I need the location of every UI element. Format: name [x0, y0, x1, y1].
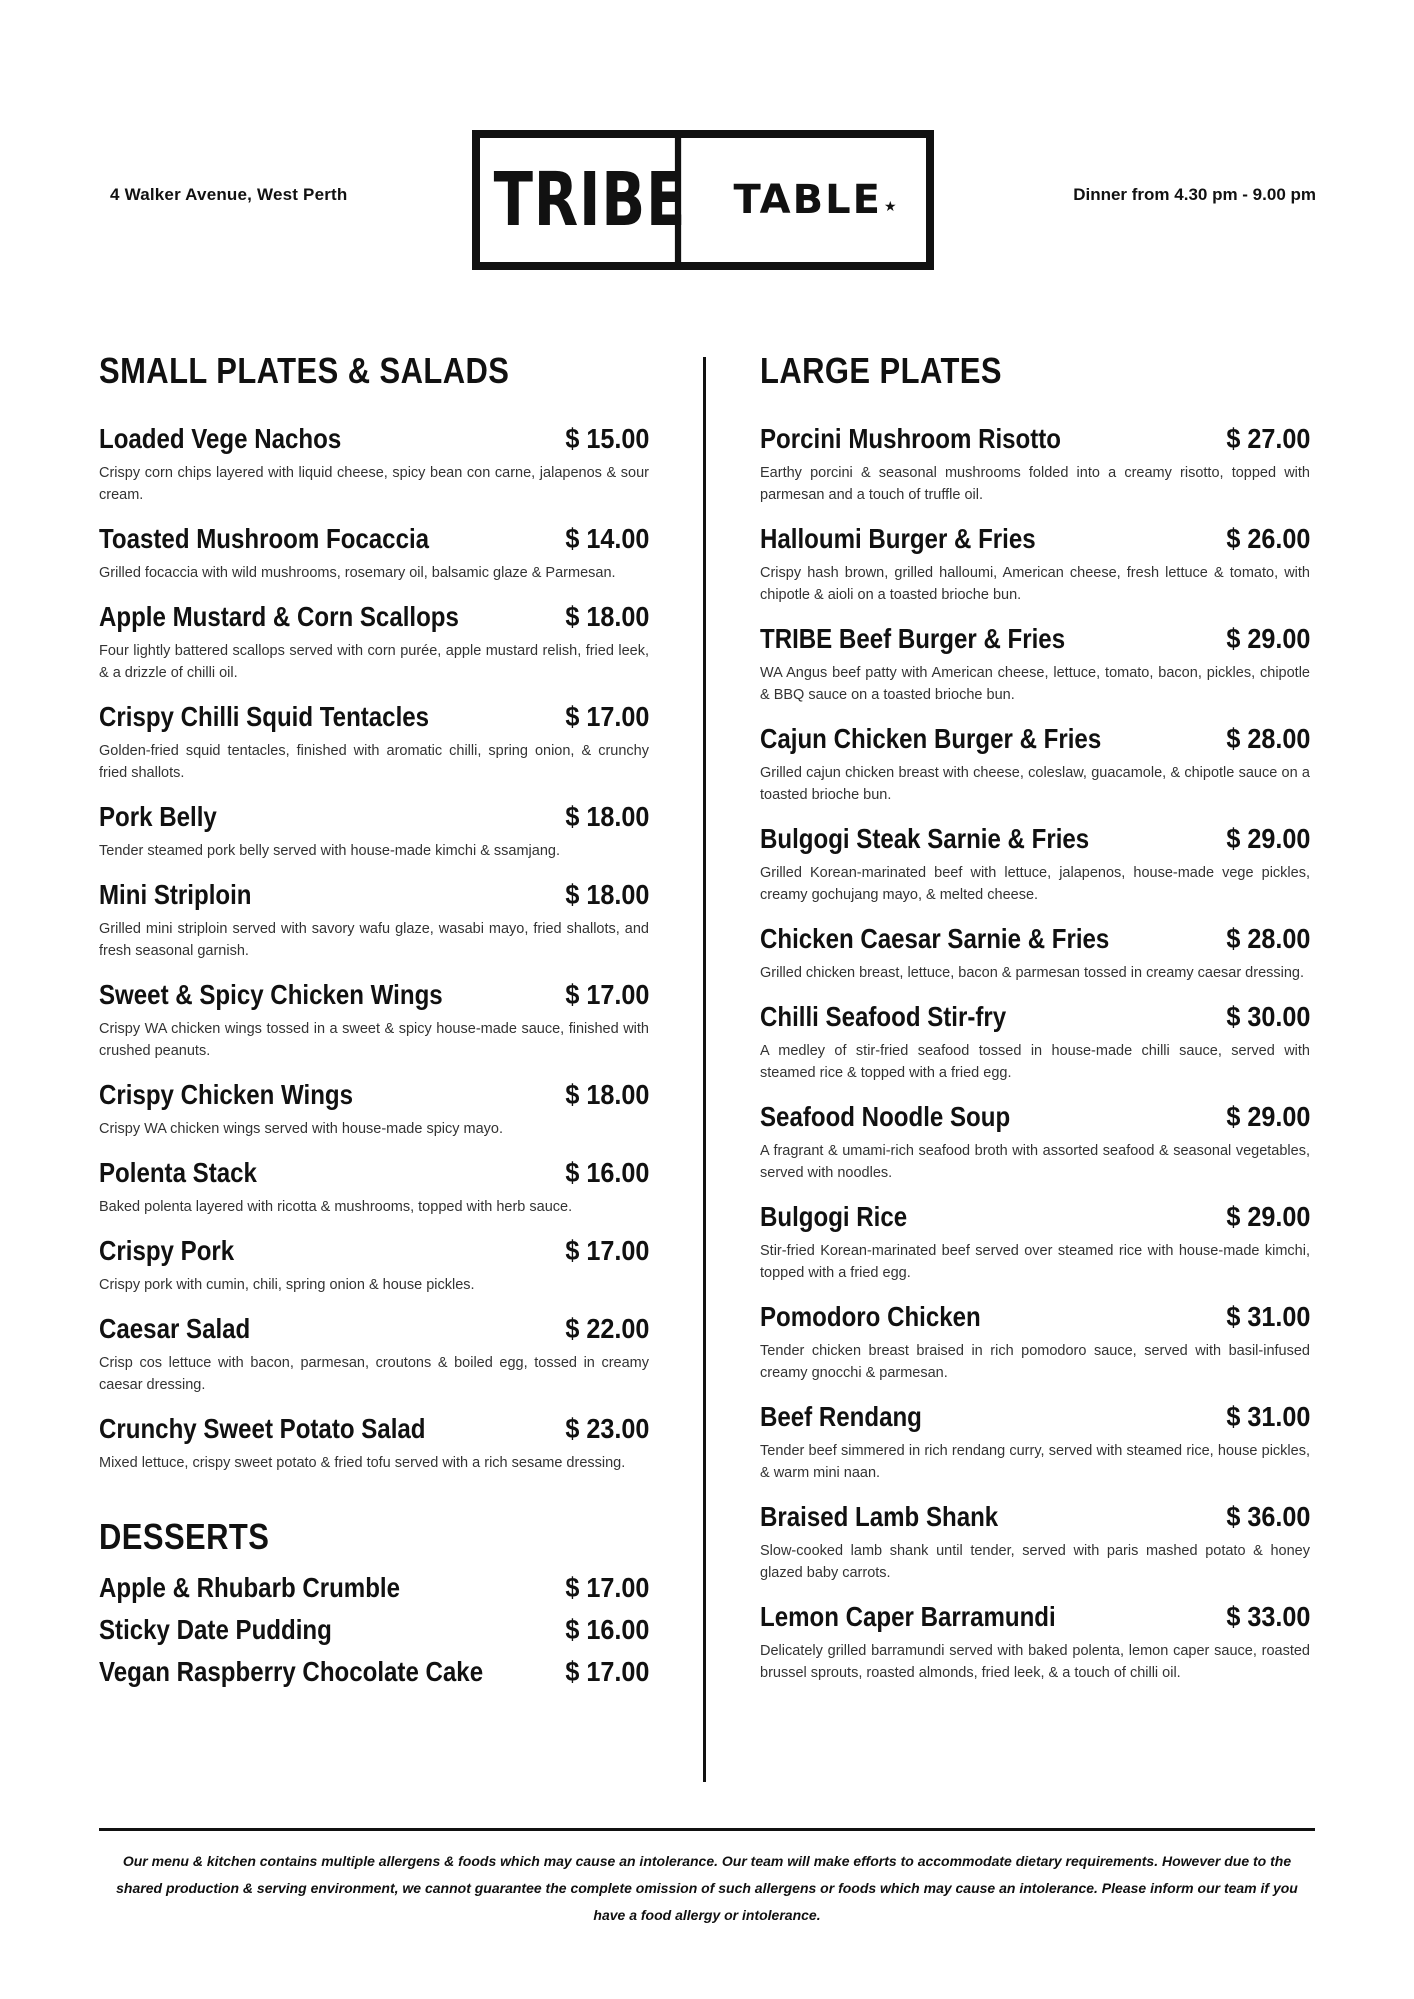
menu-item-row	[99, 1612, 649, 1648]
menu-item	[760, 1300, 1310, 1384]
menu-item	[99, 600, 649, 684]
menu-item	[99, 1654, 649, 1690]
menu-item-row	[99, 1412, 649, 1446]
logo-table-text: TABLE	[733, 177, 882, 223]
menu-item-row	[99, 422, 649, 456]
menu-item-name: Vegan Raspberry Chocolate Cake	[99, 1656, 484, 1687]
menu-item-name: Sweet & Spicy Chicken Wings	[99, 979, 443, 1010]
menu-item	[99, 1234, 649, 1296]
menu-item-row	[760, 422, 1310, 456]
menu-item-description: Four lightly battered scallops served with corn purée, apple mustard relish, fried leek, & a drizzle of chilli oil.	[99, 643, 649, 681]
logo-tribe-text: TRIBE	[505, 138, 681, 262]
menu-item	[760, 422, 1310, 506]
menu-item-name: Halloumi Burger & Fries	[760, 523, 1036, 554]
menu-item-row	[760, 1100, 1310, 1134]
menu-item	[760, 1000, 1310, 1084]
allergen-notice: Our menu & kitchen contains multiple allergens & foods which may cause an intolerance. Our team will make efforts to accommodate dietary requirements. However due to the shared production & serving environment, we cannot guarantee the complete omission of such allergens or foods which may cause an intolerance. Please inform our team if you have a food allergy or intolerance.	[116, 1853, 1298, 1923]
menu-item-row	[760, 522, 1310, 556]
footer-divider	[99, 1828, 1315, 1831]
menu-item-price: $ 22.00	[564, 1313, 649, 1344]
large-plates-list	[760, 422, 1310, 1684]
menu-item-price: $ 14.00	[564, 523, 649, 554]
desserts-section	[99, 1516, 649, 1690]
menu-item	[760, 1600, 1310, 1684]
small-plates-title: SMALL PLATES & SALADS	[99, 350, 510, 391]
menu-item-name: Crunchy Sweet Potato Salad	[99, 1413, 426, 1444]
menu-item-name: Lemon Caper Barramundi	[760, 1601, 1056, 1632]
menu-item-row	[760, 622, 1310, 656]
menu-item-name: Crispy Chicken Wings	[99, 1079, 354, 1110]
menu-item-description: Golden-fried squid tentacles, finished with aromatic chilli, spring onion, & crunchy fried shallots.	[99, 743, 649, 781]
menu-item-row	[99, 1078, 649, 1112]
menu-item-price: $ 18.00	[564, 801, 649, 832]
menu-item-name: Apple Mustard & Corn Scallops	[99, 601, 459, 632]
menu-item-row	[760, 1200, 1310, 1234]
menu-item-price: $ 28.00	[1225, 923, 1310, 954]
menu-item	[760, 622, 1310, 706]
menu-item-name: Apple & Rhubarb Crumble	[99, 1572, 401, 1603]
menu-item	[760, 1500, 1310, 1584]
menu-item-price: $ 18.00	[564, 1079, 649, 1110]
menu-item-name: TRIBE Beef Burger & Fries	[760, 623, 1066, 654]
menu-item	[760, 822, 1310, 906]
menu-item-price: $ 17.00	[564, 979, 649, 1010]
menu-item-name: Polenta Stack	[99, 1157, 257, 1188]
menu-item-price: $ 29.00	[1225, 1201, 1310, 1232]
menu-item-price: $ 36.00	[1225, 1501, 1310, 1532]
menu-item-description: Delicately grilled barramundi served with baked polenta, lemon caper sauce, roasted brussel sprouts, roasted almonds, fried leek, & a touch of chilli oil.	[760, 1643, 1310, 1681]
menu-item-description: Tender chicken breast braised in rich pomodoro sauce, served with basil-infused creamy gnocchi & parmesan.	[760, 1343, 1310, 1381]
menu-item-name: Pork Belly	[99, 801, 217, 832]
menu-item-name: Braised Lamb Shank	[760, 1501, 999, 1532]
menu-item-row	[760, 922, 1310, 956]
menu-item	[760, 1400, 1310, 1484]
menu-item-price: $ 16.00	[564, 1614, 649, 1645]
menu-item-description: Mixed lettuce, crispy sweet potato & fried tofu served with a rich sesame dressing.	[99, 1455, 626, 1471]
menu-item-row	[760, 1600, 1310, 1634]
menu-item	[99, 878, 649, 962]
menu-item-price: $ 28.00	[1225, 723, 1310, 754]
menu-item-description: Crisp cos lettuce with bacon, parmesan, croutons & boiled egg, tossed in creamy caesar dressing.	[99, 1355, 649, 1393]
menu-item-name: Loaded Vege Nachos	[99, 423, 342, 454]
menu-item-row	[760, 1500, 1310, 1534]
menu-item-description: Crispy corn chips layered with liquid cheese, spicy bean con carne, jalapenos & sour cream.	[99, 465, 649, 503]
menu-item-name: Porcini Mushroom Risotto	[760, 423, 1061, 454]
menu-item	[760, 722, 1310, 806]
menu-item-name: Pomodoro Chicken	[760, 1301, 981, 1332]
menu-item-price: $ 16.00	[564, 1157, 649, 1188]
menu-item-name: Chicken Caesar Sarnie & Fries	[760, 923, 1110, 954]
menu-item	[99, 422, 649, 506]
menu-item-name: Caesar Salad	[99, 1313, 251, 1344]
menu-item-description: Slow-cooked lamb shank until tender, served with paris mashed potato & honey glazed baby carrots.	[760, 1543, 1310, 1581]
menu-item-row	[760, 1300, 1310, 1334]
menu-item-description: Baked polenta layered with ricotta & mushrooms, topped with herb sauce.	[99, 1199, 573, 1215]
large-plates-title: LARGE PLATES	[760, 350, 1002, 391]
menu-item-description: Tender beef simmered in rich rendang curry, served with steamed rice, house pickles, & warm mini naan.	[760, 1443, 1310, 1481]
menu-item-description: Tender steamed pork belly served with house-made kimchi & ssamjang.	[99, 843, 560, 859]
menu-item	[760, 1100, 1310, 1184]
menu-item-price: $ 15.00	[564, 423, 649, 454]
menu-item-row	[99, 522, 649, 556]
menu-item-price: $ 17.00	[564, 1235, 649, 1266]
desserts-title: DESSERTS	[99, 1516, 270, 1557]
menu-item-row	[99, 1570, 649, 1606]
menu-item-price: $ 29.00	[1225, 1101, 1310, 1132]
menu-item-name: Seafood Noodle Soup	[760, 1101, 1011, 1132]
menu-item-description: A medley of stir-fried seafood tossed in house-made chilli sauce, served with steamed rice & topped with a fried egg.	[760, 1043, 1310, 1081]
menu-item-description: Crispy WA chicken wings tossed in a sweet & spicy house-made sauce, finished with crushed peanuts.	[99, 1021, 649, 1059]
menu-item-price: $ 23.00	[564, 1413, 649, 1444]
menu-item	[760, 522, 1310, 606]
restaurant-address: 4 Walker Avenue, West Perth	[110, 185, 348, 204]
menu-item-price: $ 30.00	[1225, 1001, 1310, 1032]
desserts-list	[99, 1570, 649, 1690]
menu-item-row	[99, 1234, 649, 1268]
menu-item-price: $ 27.00	[1225, 423, 1310, 454]
menu-item-name: Sticky Date Pudding	[99, 1614, 332, 1645]
menu-item-row	[99, 800, 649, 834]
menu-item-price: $ 18.00	[564, 879, 649, 910]
menu-item-row	[99, 700, 649, 734]
menu-item-description: A fragrant & umami-rich seafood broth with assorted seafood & seasonal vegetables, served with noodles.	[760, 1143, 1310, 1181]
menu-item-description: Crispy hash brown, grilled halloumi, American cheese, fresh lettuce & tomato, with chipotle & aioli on a toasted brioche bun.	[760, 565, 1310, 603]
menu-item	[760, 922, 1310, 984]
menu-item-description: Earthy porcini & seasonal mushrooms folded into a creamy risotto, topped with parmesan and a touch of truffle oil.	[760, 465, 1310, 503]
menu-item-row	[760, 1000, 1310, 1034]
right-column	[760, 350, 1310, 1700]
star-icon: ★	[883, 199, 899, 215]
menu-item-name: Beef Rendang	[760, 1401, 922, 1432]
menu-item-row	[760, 722, 1310, 756]
menu-item-name: Crispy Chilli Squid Tentacles	[99, 701, 430, 732]
menu-item	[99, 1412, 649, 1474]
menu-item-price: $ 29.00	[1225, 823, 1310, 854]
menu-item-name: Chilli Seafood Stir-fry	[760, 1001, 1007, 1032]
menu-item	[99, 1570, 649, 1606]
column-divider	[703, 357, 706, 1782]
menu-item	[99, 800, 649, 862]
menu-item-name: Bulgogi Rice	[760, 1201, 908, 1232]
menu-item	[99, 522, 649, 584]
dinner-hours: Dinner from 4.30 pm - 9.00 pm	[1073, 185, 1316, 204]
logo-table-block	[706, 138, 926, 262]
menu-item	[99, 1078, 649, 1140]
menu-item-description: Crispy pork with cumin, chili, spring onion & house pickles.	[99, 1277, 475, 1293]
menu-item-description: Grilled mini striploin served with savory wafu glaze, wasabi mayo, fried shallots, and fresh seasonal garnish.	[99, 921, 649, 959]
menu-item-description: Stir-fried Korean-marinated beef served over steamed rice with house-made kimchi, topped with a fried egg.	[760, 1243, 1310, 1281]
menu-item	[99, 1612, 649, 1648]
menu-item-description: Grilled chicken breast, lettuce, bacon & parmesan tossed in creamy caesar dressing.	[760, 965, 1305, 981]
menu-item-description: Grilled focaccia with wild mushrooms, rosemary oil, balsamic glaze & Parmesan.	[99, 565, 616, 581]
menu-item	[99, 978, 649, 1062]
menu-item	[760, 1200, 1310, 1284]
menu-item	[99, 1312, 649, 1396]
menu-item-price: $ 17.00	[564, 1656, 649, 1687]
menu-item	[99, 1156, 649, 1218]
menu-item-row	[99, 600, 649, 634]
menu-item-name: Cajun Chicken Burger & Fries	[760, 723, 1102, 754]
menu-item-price: $ 17.00	[564, 1572, 649, 1603]
menu-item-price: $ 17.00	[564, 701, 649, 732]
menu-item-description: Grilled cajun chicken breast with cheese, coleslaw, guacamole, & chipotle sauce on a toasted brioche bun.	[760, 765, 1310, 803]
menu-item-row	[760, 822, 1310, 856]
menu-item-row	[99, 1312, 649, 1346]
menu-item-description: Grilled Korean-marinated beef with lettuce, jalapenos, house-made vege pickles, creamy gochujang mayo, & melted cheese.	[760, 865, 1310, 903]
menu-item-name: Mini Striploin	[99, 879, 252, 910]
menu-item-row	[99, 878, 649, 912]
menu-item-price: $ 31.00	[1225, 1401, 1310, 1432]
menu-item	[99, 700, 649, 784]
menu-item-name: Bulgogi Steak Sarnie & Fries	[760, 823, 1090, 854]
menu-item-name: Toasted Mushroom Focaccia	[99, 523, 430, 554]
small-plates-list	[99, 422, 649, 1474]
menu-item-description: WA Angus beef patty with American cheese, lettuce, tomato, bacon, pickles, chipotle & BBQ sauce on a toasted brioche bun.	[760, 665, 1310, 703]
menu-item-row	[760, 1400, 1310, 1434]
menu-item-row	[99, 1654, 649, 1690]
menu-item-price: $ 33.00	[1225, 1601, 1310, 1632]
menu-item-price: $ 31.00	[1225, 1301, 1310, 1332]
menu-item-row	[99, 978, 649, 1012]
menu-item-name: Crispy Pork	[99, 1235, 235, 1266]
menu-item-row	[99, 1156, 649, 1190]
menu-item-description: Crispy WA chicken wings served with house-made spicy mayo.	[99, 1121, 504, 1137]
tribe-table-logo	[472, 130, 934, 270]
menu-item-price: $ 29.00	[1225, 623, 1310, 654]
menu-item-price: $ 26.00	[1225, 523, 1310, 554]
left-column	[99, 350, 649, 1696]
menu-item-price: $ 18.00	[564, 601, 649, 632]
